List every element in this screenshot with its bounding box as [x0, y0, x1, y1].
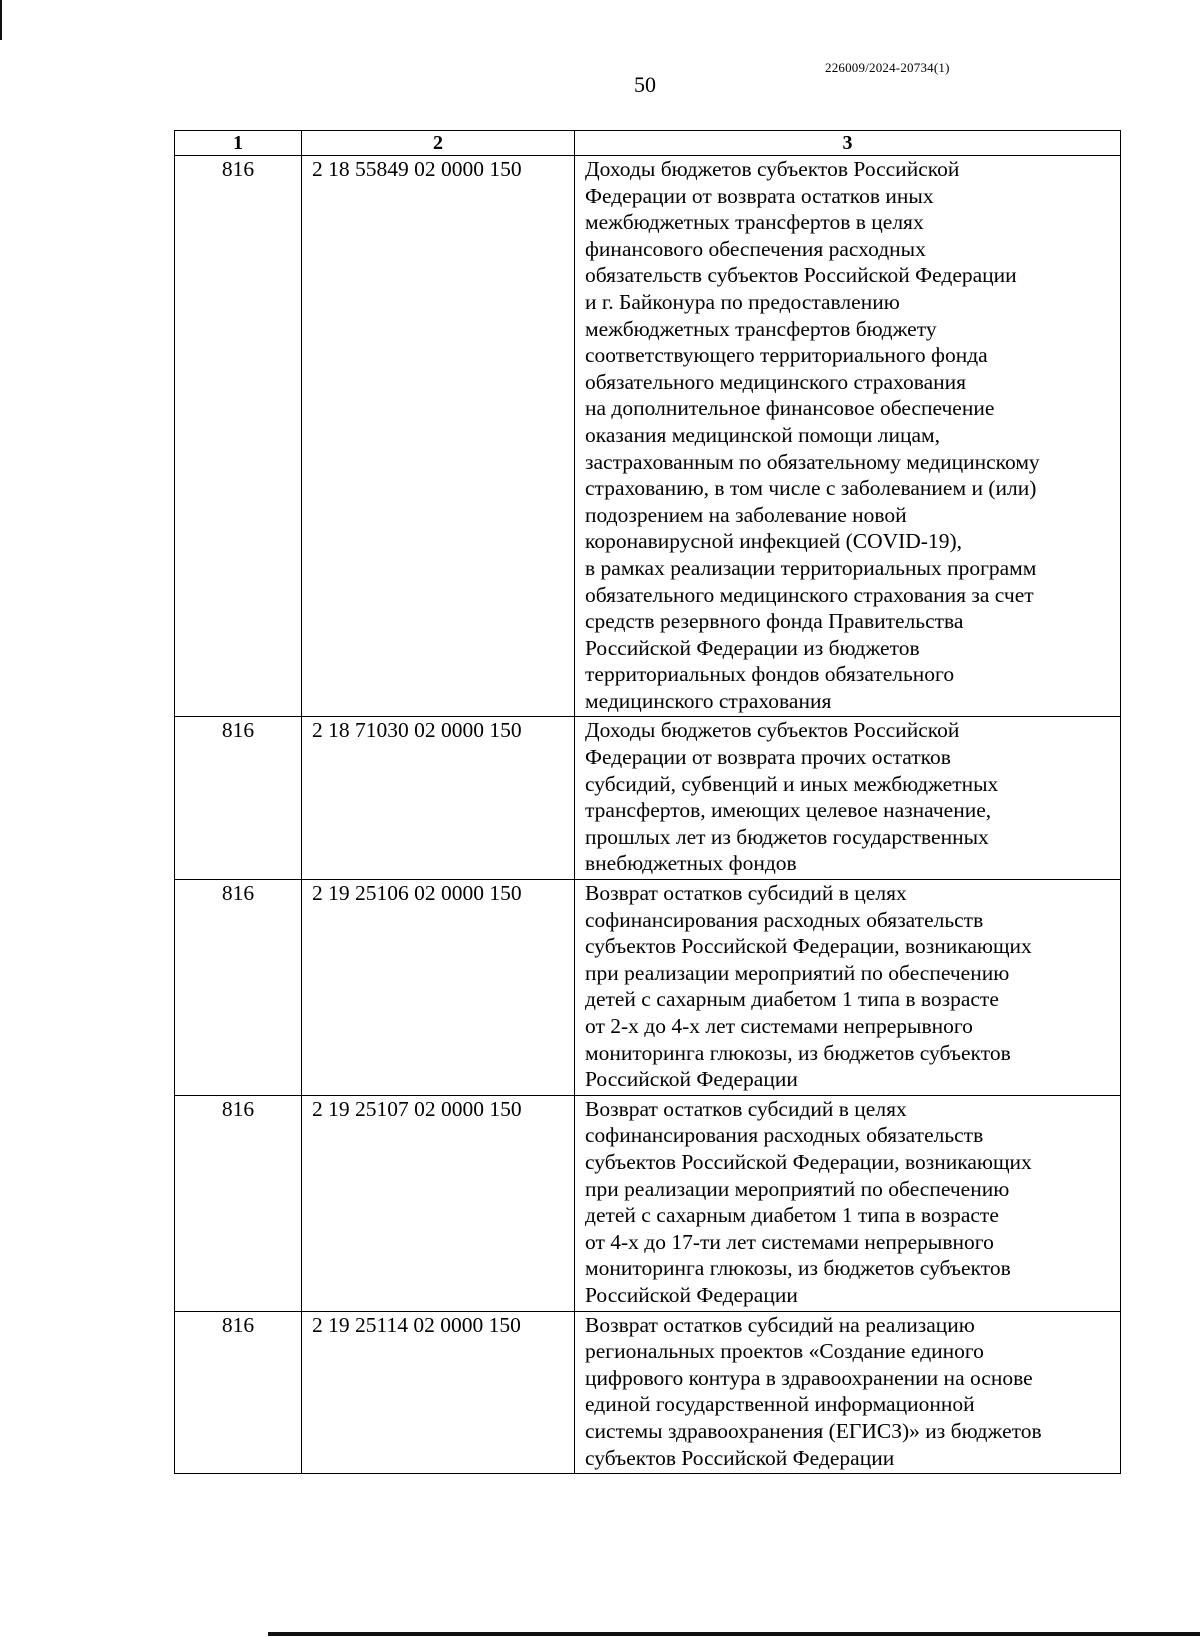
description-line: обязательного медицинского страхования за счет	[585, 582, 1034, 607]
page-number: 50	[634, 72, 656, 97]
description-line: территориальных фондов обязательного	[585, 662, 955, 687]
description-line: софинансирования расходных обязательств	[585, 1123, 984, 1148]
description-line: детей с сахарным диабетом 1 типа в возрасте	[585, 1203, 999, 1228]
admin-code-cell: 816	[175, 1311, 302, 1474]
description-line: от 4-х до 17-ти лет системами непрерывного	[585, 1229, 994, 1254]
budget-code-cell: 2 19 25107 02 0000 150	[302, 1095, 575, 1311]
description-line: субсидий, субвенций и иных межбюджетных	[585, 771, 999, 796]
budget-code-cell: 2 18 55849 02 0000 150	[302, 156, 575, 717]
admin-code-cell: 816	[175, 717, 302, 880]
description-line: мониторинга глюкозы, из бюджетов субъектов	[585, 1256, 1011, 1281]
admin-code-cell: 816	[175, 156, 302, 717]
description-line: страхованию, в том числе с заболеванием и (или)	[585, 476, 1037, 501]
description-line: Доходы бюджетов субъектов Российской	[585, 157, 960, 181]
description-line: коронавирусной инфекцией (COVID-19),	[585, 529, 963, 554]
table-row	[175, 880, 1121, 1096]
description-line: трансфертов, имеющих целевое назначение,	[585, 798, 992, 823]
column-header-2: 2	[302, 131, 575, 156]
description-line: субъектов Российской Федерации, возникающих	[585, 934, 1032, 959]
description-cell	[575, 1095, 1121, 1311]
budget-code-cell: 2 18 71030 02 0000 150	[302, 717, 575, 880]
description-line: средств резервного фонда Правительства	[585, 609, 964, 634]
table-row	[175, 1095, 1121, 1311]
description-line: соответствующего территориального фонда	[585, 343, 988, 368]
table-header-row	[175, 131, 1121, 156]
description-line: и г. Байконура по предоставлению	[585, 289, 900, 314]
description-line: Российской Федерации	[585, 1282, 798, 1307]
admin-code-cell: 816	[175, 880, 302, 1096]
description-line: Доходы бюджетов субъектов Российской	[585, 718, 960, 743]
column-header-1: 1	[175, 131, 302, 156]
description-line: внебюджетных фондов	[585, 851, 797, 876]
description-line: при реализации мероприятий по обеспечению	[585, 1176, 1010, 1201]
description-line: Федерации от возврата остатков иных	[585, 183, 934, 208]
bottom-scan-rule	[268, 1632, 1200, 1636]
description-cell	[575, 1311, 1121, 1474]
document-id: 226009/2024-20734(1)	[825, 60, 950, 75]
table-row	[175, 1311, 1121, 1474]
description-cell	[575, 717, 1121, 880]
description-line: медицинского страхования	[585, 688, 832, 713]
description-line: единой государственной информационной	[585, 1392, 975, 1417]
description-line: застрахованным по обязательному медицинскому	[585, 449, 1040, 474]
description-line: Возврат остатков субсидий на реализацию	[585, 1312, 975, 1337]
description-line: региональных проектов «Создание единого	[585, 1339, 984, 1364]
description-line: от 2-х до 4-х лет системами непрерывного	[585, 1014, 973, 1038]
description-line: межбюджетных трансфертов в целях	[585, 210, 924, 235]
description-line: субъектов Российской Федерации, возникающих	[585, 1149, 1032, 1174]
description-line: субъектов Российской Федерации	[585, 1445, 895, 1470]
description-cell	[575, 880, 1121, 1096]
budget-code-cell: 2 19 25114 02 0000 150	[302, 1311, 575, 1474]
description-line: Возврат остатков субсидий в целях	[585, 881, 907, 906]
table-row	[175, 156, 1121, 717]
table-row	[175, 717, 1121, 880]
description-line: Возврат остатков субсидий в целях	[585, 1096, 907, 1121]
description-line: в рамках реализации территориальных программ	[585, 555, 1037, 580]
budget-classification-table	[174, 130, 1121, 1474]
description-line: обязательного медицинского страхования	[585, 369, 967, 394]
description-line: Российской Федерации из бюджетов	[585, 635, 920, 660]
column-header-3: 3	[575, 131, 1121, 156]
description-line: системы здравоохранения (ЕГИСЗ)» из бюджетов	[585, 1418, 1042, 1443]
description-line: софинансирования расходных обязательств	[585, 907, 984, 932]
scan-edge-mark	[0, 0, 2, 40]
description-line: мониторинга глюкозы, из бюджетов субъектов	[585, 1040, 1011, 1065]
description-line: межбюджетных трансфертов бюджету	[585, 316, 937, 341]
description-line: прошлых лет из бюджетов государственных	[585, 824, 989, 849]
description-line: на дополнительное финансовое обеспечение	[585, 396, 995, 421]
description-line: Федерации от возврата прочих остатков	[585, 745, 951, 770]
budget-code-cell: 2 19 25106 02 0000 150	[302, 880, 575, 1096]
description-line: цифрового контура в здравоохранении на основе	[585, 1365, 1033, 1390]
description-line: оказания медицинской помощи лицам,	[585, 422, 940, 447]
admin-code-cell: 816	[175, 1095, 302, 1311]
description-line: при реализации мероприятий по обеспечению	[585, 960, 1010, 985]
description-line: финансового обеспечения расходных	[585, 236, 926, 261]
table-body	[175, 156, 1121, 1474]
description-line: детей с сахарным диабетом 1 типа в возрасте	[585, 987, 999, 1012]
description-line: подозрением на заболевание новой	[585, 502, 907, 527]
description-line: обязательств субъектов Российской Федерации	[585, 263, 1017, 288]
description-line: Российской Федерации	[585, 1067, 798, 1092]
description-cell	[575, 156, 1121, 717]
